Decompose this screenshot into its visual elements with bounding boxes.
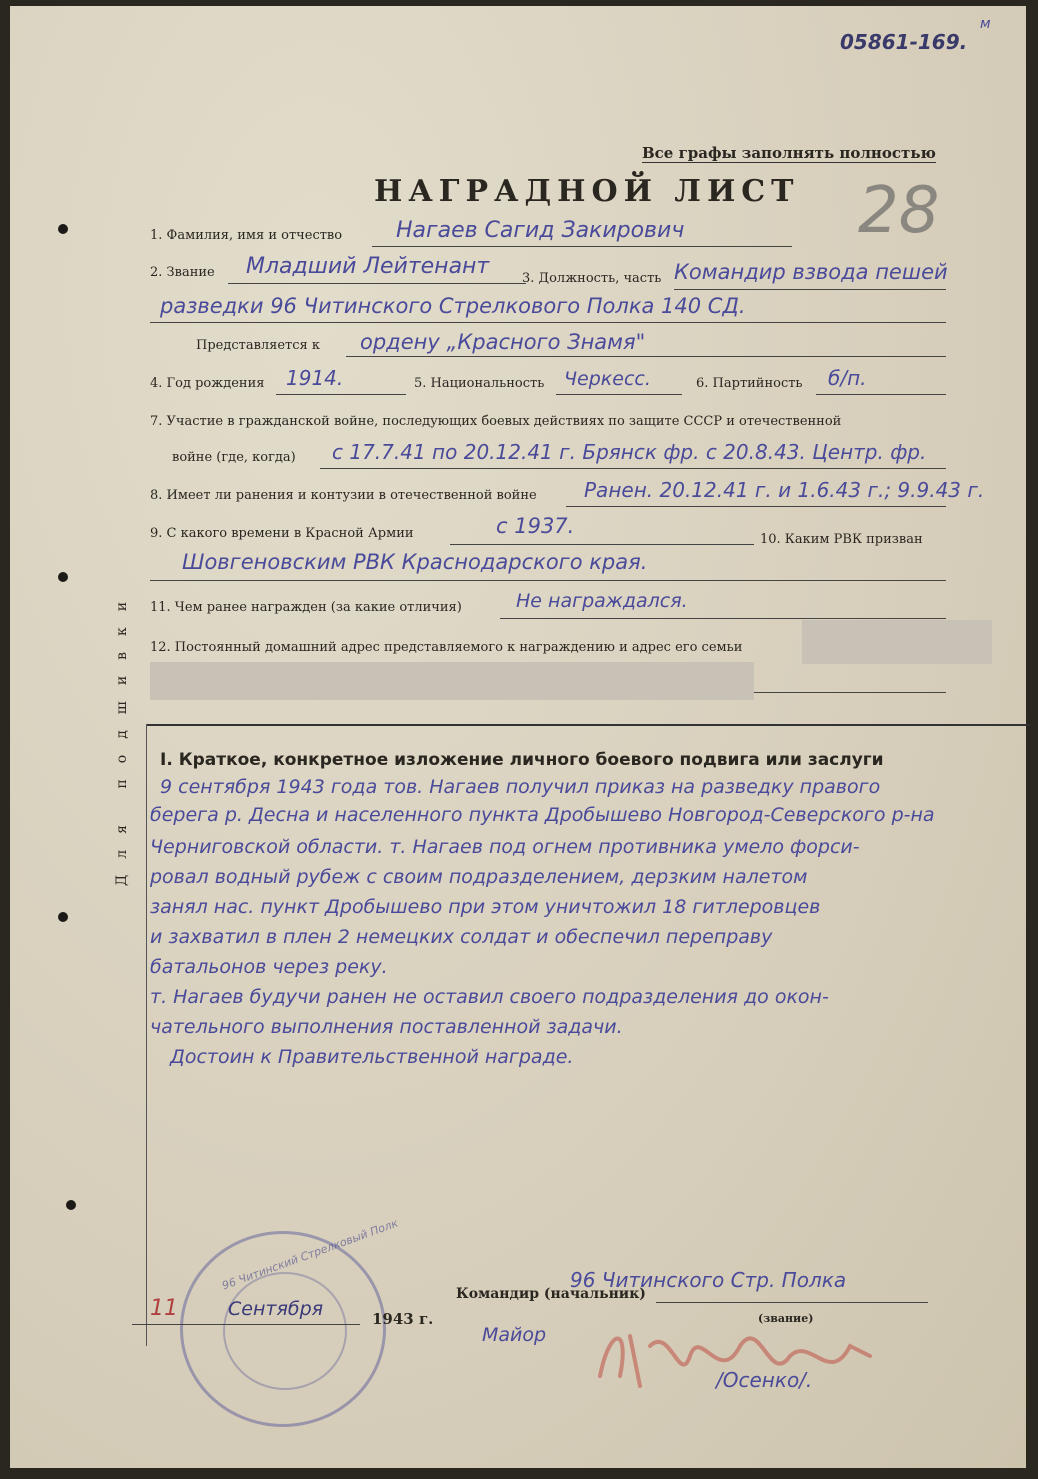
field-1-label: 1. Фамилия, имя и отчество xyxy=(150,228,343,243)
rank-value: Майор xyxy=(482,1324,547,1346)
field-9-label: 9. С какого времени в Красной Армии xyxy=(150,526,414,541)
field-2-value: Младший Лейтенант xyxy=(246,254,490,279)
punch-hole xyxy=(58,912,68,922)
punch-hole xyxy=(58,572,68,582)
commander-unit: 96 Читинского Стр. Полка xyxy=(570,1268,847,1292)
narrative-line-2: берега р. Десна и населенного пункта Дробышево Новгород-Северского р-на xyxy=(150,804,935,826)
narrative-line-4: ровал водный рубеж с своим подразделением, дерзким налетом xyxy=(150,866,808,888)
field-7-line xyxy=(320,468,946,469)
archive-number: 05861-169. xyxy=(840,30,968,54)
field-2-line xyxy=(228,283,526,284)
page-title: НАГРАДНОЙ ЛИСТ xyxy=(374,174,800,209)
instruction-text: Все графы заполнять полностью xyxy=(642,144,936,162)
commander-label: Командир (начальник) xyxy=(456,1286,646,1302)
field-6-label: 6. Партийность xyxy=(696,376,803,391)
field-11-value: Не награждался. xyxy=(516,590,688,612)
present-label: Представляется к xyxy=(196,338,320,353)
date-day: 11 xyxy=(150,1296,178,1321)
field-6-line xyxy=(816,394,946,395)
narrative-line-3: Черниговской области. т. Нагаев под огнем противника умело форси- xyxy=(150,836,860,858)
field-3-line-2 xyxy=(150,322,946,323)
narrative-line-1: 9 сентября 1943 года тов. Нагаев получил приказ на разведку правого xyxy=(160,776,881,798)
field-3-value-1: Командир взвода пешей xyxy=(674,260,948,284)
field-12-line xyxy=(754,692,946,693)
award-sheet xyxy=(10,6,1026,1468)
field-5-line xyxy=(556,394,682,395)
punch-hole xyxy=(66,1200,76,1210)
redacted-address-2 xyxy=(150,662,754,700)
date-year: 1943 г. xyxy=(372,1310,434,1328)
field-9-line xyxy=(450,544,754,545)
field-5-value: Черкесс. xyxy=(564,368,651,390)
title-number: 28 xyxy=(858,174,940,248)
field-7-value: с 17.7.41 по 20.12.41 г. Брянск фр. с 20.8.43. Центр. фр. xyxy=(332,440,927,464)
narrative-line-7: батальонов через реку. xyxy=(150,956,388,978)
field-5-label: 5. Национальность xyxy=(414,376,545,391)
field-8-label: 8. Имеет ли ранения и контузии в отечественной войне xyxy=(150,488,537,503)
date-line xyxy=(132,1324,360,1325)
field-11-label: 11. Чем ранее награжден (за какие отличия) xyxy=(150,600,462,615)
binding-margin-label: Для подшивки xyxy=(114,585,130,887)
narrative-line-9: чательного выполнения поставленной задачи. xyxy=(150,1016,623,1038)
field-4-line xyxy=(276,394,406,395)
rank-label: (звание) xyxy=(758,1312,814,1325)
field-1-value: Нагаев Сагид Закирович xyxy=(396,218,685,243)
field-3-value-2: разведки 96 Читинского Стрелкового Полка 140 СД. xyxy=(160,294,746,318)
corner-mark: м xyxy=(980,16,991,32)
field-3-line xyxy=(674,289,946,290)
field-7-label-1: 7. Участие в гражданской войне, последующих боевых действиях по защите СССР и отечественной xyxy=(150,414,842,429)
field-9-value: с 1937. xyxy=(496,514,575,538)
field-11-line xyxy=(500,618,946,619)
commander-name: /Осенко/. xyxy=(716,1368,813,1392)
narrative-line-8: т. Нагаев будучи ранен не оставил своего подразделения до окон- xyxy=(150,986,829,1008)
redacted-address-1 xyxy=(802,620,992,664)
field-1-line xyxy=(372,246,792,247)
field-10-value: Шовгеновским РВК Краснодарского края. xyxy=(182,550,648,574)
commander-line xyxy=(656,1302,928,1303)
field-2-label: 2. Звание xyxy=(150,265,215,280)
present-line xyxy=(346,356,946,357)
left-rule xyxy=(146,724,147,1346)
narrative-line-5: занял нас. пункт Дробышево при этом уничтожил 18 гитлеровцев xyxy=(150,896,821,918)
section-divider xyxy=(146,724,1030,726)
field-8-line xyxy=(566,506,946,507)
field-10-line xyxy=(150,580,946,581)
field-3-label: 3. Должность, часть xyxy=(522,271,662,286)
unit-seal xyxy=(180,1216,400,1427)
narrative-line-6: и захватил в плен 2 немецких солдат и обеспечил переправу xyxy=(150,926,773,948)
field-12-label: 12. Постоянный домашний адрес представляемого к награждению и адрес его семьи xyxy=(150,640,743,655)
seal-inner-ring xyxy=(223,1272,347,1390)
field-10-label: 10. Каким РВК призван xyxy=(760,532,923,547)
present-value: ордену „Красного Знамя" xyxy=(360,330,646,354)
field-7-label-2: войне (где, когда) xyxy=(172,450,296,465)
field-4-value: 1914. xyxy=(286,366,344,390)
punch-hole xyxy=(58,224,68,234)
section-title: I. Краткое, конкретное изложение личного боевого подвига или заслуги xyxy=(160,750,884,770)
narrative-line-10: Достоин к Правительственной награде. xyxy=(170,1046,574,1068)
field-8-value: Ранен. 20.12.41 г. и 1.6.43 г.; 9.9.43 г. xyxy=(584,478,985,502)
field-6-value: б/п. xyxy=(828,366,867,390)
date-month: Сентября xyxy=(228,1298,324,1320)
seal-text: 96 Читинский Стрелковый Полк xyxy=(220,1216,400,1293)
field-4-label: 4. Год рождения xyxy=(150,376,265,391)
